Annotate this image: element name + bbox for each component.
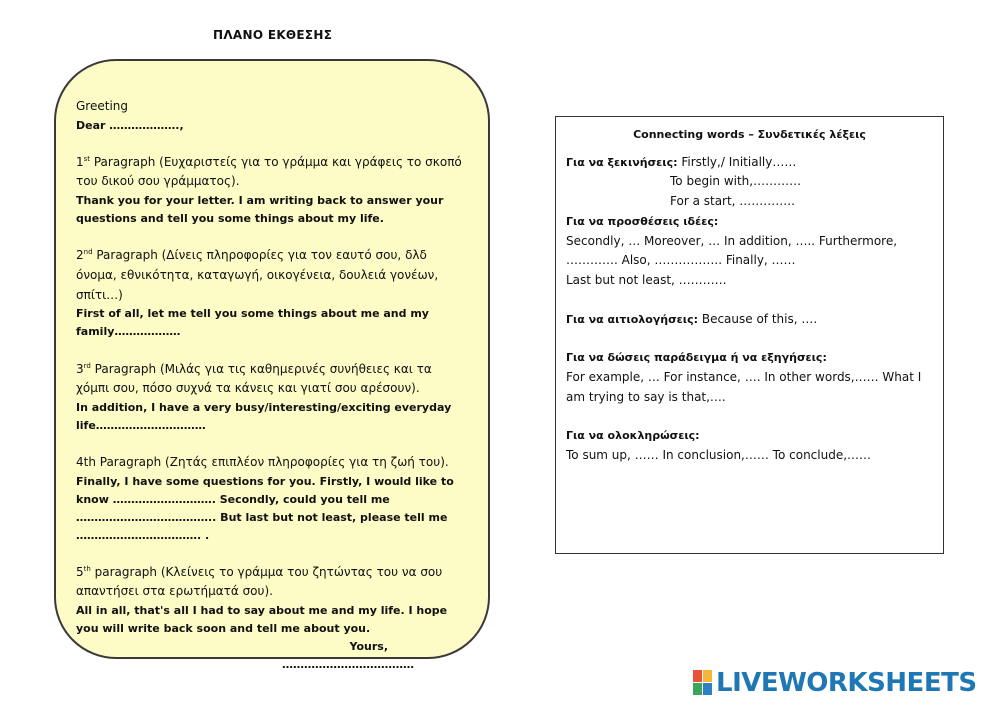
connecting-words-box [555, 116, 944, 554]
closing-text: Yours, [349, 640, 388, 654]
paragraph-3-text: In addition, I have a very busy/interesting/exciting everyday life………………………… [76, 400, 452, 432]
reason-row: Για να αιτιολογήσεις: Because of this, …. [566, 311, 818, 326]
paragraph-3-label: 3rd Paragraph (Μιλάς για τις καθημερινές συνήθειες και τα χόμπι σου, πόσο συχνά τα κάνεις και γιατί σου αρέσουν). [76, 361, 432, 396]
conclude-label: Για να ολοκληρώσεις: [566, 429, 700, 443]
paragraph-4-line-1: Finally, I have some questions for you. Firstly, I would like to [76, 474, 454, 488]
paragraph-2-text: First of all, let me tell you some things about me and my family……………… [76, 307, 429, 339]
example-label: Για να δώσεις παράδειγμα ή να εξηγήσεις: [566, 351, 827, 365]
start-option-2: To begin with,………… [670, 174, 802, 189]
liveworksheets-logo-text: LIVEWORKSHEETS [716, 668, 977, 698]
liveworksheets-logo-icon [693, 670, 713, 696]
example-line-2: am trying to say is that,…. [566, 389, 726, 404]
conclude-line: To sum up, …… In conclusion,…… To conclude,…… [566, 448, 872, 463]
paragraph-2-label: 2nd Paragraph (Δίνεις πληροφορίες για τον εαυτό σου, δλδ όνομα, εθνικότητα, καταγωγή, οικογένεια, δουλειά γονέων, σπίτι…) [76, 248, 439, 302]
paragraph-5-label: 5th paragraph (Κλείνεις το γράμμα του ζητώντας του να σου απαντήσει στα ερωτήματά σου). [76, 564, 443, 599]
liveworksheets-logo [693, 668, 977, 698]
paragraph-1-label: 1st Paragraph (Ευχαριστείς για το γράμμα και γράφεις το σκοπό του δικού σου γράμματος). [76, 154, 462, 189]
signature-line: ……………………………… [282, 658, 414, 672]
ideas-line-3: Last but not least, ………… [566, 272, 727, 287]
connecting-words-title: Connecting words – Συνδετικές λέξεις [633, 128, 866, 141]
ideas-line-2: …………. Also, …………….. Finally, …… [566, 253, 796, 268]
greeting-label: Greeting [76, 99, 128, 113]
paragraph-5-text: All in all, that's all I had to say about me and my life. I hope you will write back soon and tell me about you. [76, 603, 448, 635]
paragraph-4-label: 4th Paragraph (Ζητάς επιπλέον πληροφορίες για τη ζωή του). [76, 455, 449, 470]
essay-plan-box [54, 59, 490, 672]
ideas-line-1: Secondly, … Moreover, … In addition, ….. Furthermore, [566, 233, 898, 248]
paragraph-4-line-2: know ………………………. Secondly, could you tell me [76, 492, 390, 506]
ideas-label: Για να προσθέσεις ιδέες: [566, 214, 719, 228]
start-option-3: For a start, ………….. [670, 194, 795, 209]
page-title: ΠΛΑΝΟ ΕΚΘΕΣΗΣ [213, 28, 333, 42]
paragraph-4-line-4: ……………………………. . [76, 529, 210, 543]
paragraph-4-line-3: ……………………………….. But last but not least, please tell me [76, 511, 448, 525]
start-row: Για να ξεκινήσεις: Firstly,/ Initially…… [566, 154, 797, 169]
greeting-text: Dear ………………., [76, 118, 184, 132]
example-line-1: For example, … For instance, …. In other words,…… What I [566, 370, 922, 385]
paragraph-1-text: Thank you for your letter. I am writing back to answer your questions and tell you some things about my life. [76, 193, 444, 226]
